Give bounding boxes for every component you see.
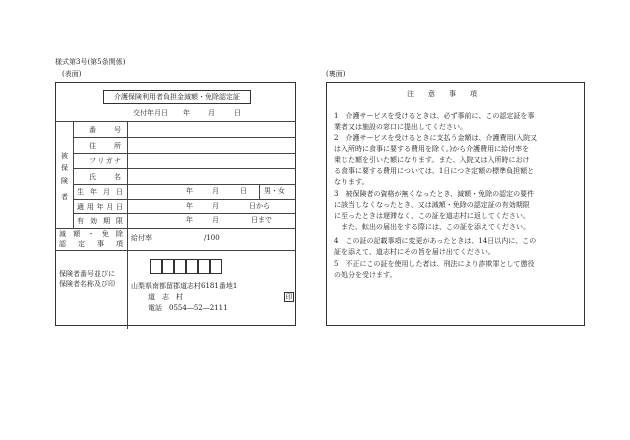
note-line: 4 この証の記載事項に変更があったときは、14日以内に、この — [334, 237, 537, 245]
birth-day: 日 — [240, 187, 247, 195]
note-line: 2 介護サービスを受けるときに支払う金額は、介護費用(入院又 — [334, 134, 538, 142]
insured-label-char: 被 — [61, 152, 68, 160]
insurer-label-line2: 保険者名称及び印 — [59, 280, 115, 288]
applied-month: 月 — [212, 202, 219, 210]
note-line: また、転出の届出をする際には、この証を添えてください。 — [334, 223, 530, 231]
notes-title: 注 意 事 項 — [407, 90, 477, 98]
seal-stamp-icon: 印 — [285, 293, 293, 301]
front-side-label: (表面) — [62, 70, 82, 78]
note-line: る食事に要する費用については、1日につき定額の標準負担額と — [334, 167, 535, 175]
insurer-number-box — [162, 259, 174, 274]
gender-field: 男・女 — [264, 187, 285, 195]
birth-year: 年 — [186, 187, 193, 195]
insurer-name: 道 志 村 — [148, 293, 183, 301]
insured-label-char: 険 — [61, 177, 68, 185]
note-line: は入所時に食事に要する費用を除く。)から介護費用に給付率を — [334, 145, 530, 153]
back-side-label: (裏面) — [326, 70, 346, 78]
insurer-number-box — [150, 259, 162, 274]
note-line: 3 被保険者の資格が無くなったとき、減額・免除の認定の要件 — [334, 190, 535, 198]
note-line: 業者又は施設の窓口に提出してください。 — [334, 123, 467, 131]
insured-label-char: 保 — [61, 164, 68, 172]
grid-line — [73, 121, 74, 228]
insurer-phone: 電話 0554―52―2111 — [148, 304, 228, 312]
note-line: に至ったときは遅滞なく、この証を道志村に返してください。 — [334, 212, 530, 220]
applied-date-label: 適 用 年 月 日 — [77, 202, 123, 211]
benefit-rate-value: /100 — [204, 234, 220, 242]
insured-label-char: 者 — [61, 193, 68, 201]
valid-period-label: 有 効 期 限 — [77, 217, 123, 225]
note-line: 1 介護サービスを受けるときは、必ず事前に、この認定証を事 — [334, 112, 535, 120]
issue-date-day: 日 — [234, 109, 241, 117]
benefit-rate-label: 給付率 — [131, 234, 152, 242]
insurer-address: 山梨県南都留郡道志村6181番地1 — [131, 282, 238, 290]
issue-date-year: 年 — [183, 109, 190, 117]
insurer-number-box — [174, 259, 186, 274]
valid-day-until: 日まで — [251, 216, 272, 224]
insurer-number-box — [198, 259, 210, 274]
birth-month: 月 — [212, 187, 219, 195]
valid-year: 年 — [186, 216, 193, 224]
certificate-title-box — [103, 90, 251, 104]
note-line: の処分を受けます。 — [334, 271, 397, 279]
grid-line — [259, 184, 260, 199]
issue-date-label: 交付年月日 — [133, 109, 168, 117]
note-line: に該当しなくなったとき、又は減額・免除の認定証の有効期限 — [334, 201, 530, 209]
valid-month: 月 — [212, 216, 219, 224]
grid-line — [55, 250, 296, 251]
applied-day-from: 日から — [249, 202, 270, 210]
insurer-label-line1: 保険者番号並びに — [59, 270, 115, 278]
name-label: 氏 名 — [89, 172, 121, 181]
insurer-number-box — [186, 259, 198, 274]
form-number: 様式第3号(第5条関係) — [55, 58, 126, 66]
furigana-label: フ リ ガ ナ — [89, 157, 121, 165]
grid-line — [127, 121, 128, 329]
reduction-label-line1: 減 額 ・ 免 除 — [59, 230, 123, 238]
note-line: なります。 — [334, 178, 369, 186]
insurer-number-box — [210, 259, 222, 274]
applied-year: 年 — [186, 202, 193, 210]
number-label: 番 号 — [89, 125, 121, 134]
note-line: 5 不正にこの証を使用した者は、刑法により詐欺罪として懲役 — [334, 260, 535, 268]
address-label: 住 所 — [89, 141, 121, 150]
issue-date-month: 月 — [208, 109, 215, 117]
reduction-label-line2: 認 定 事 項 — [59, 240, 123, 248]
note-line: 証を添えて、道志村にその旨を届け出てください。 — [334, 248, 495, 256]
note-line: 乗じた額を引いた額になります。また、入院又は入所時におけ — [334, 156, 530, 164]
certificate-title: 介護保険利用者負担金減額・免除認定証 — [114, 92, 240, 101]
birth-date-label: 生 年 月 日 — [77, 188, 123, 196]
